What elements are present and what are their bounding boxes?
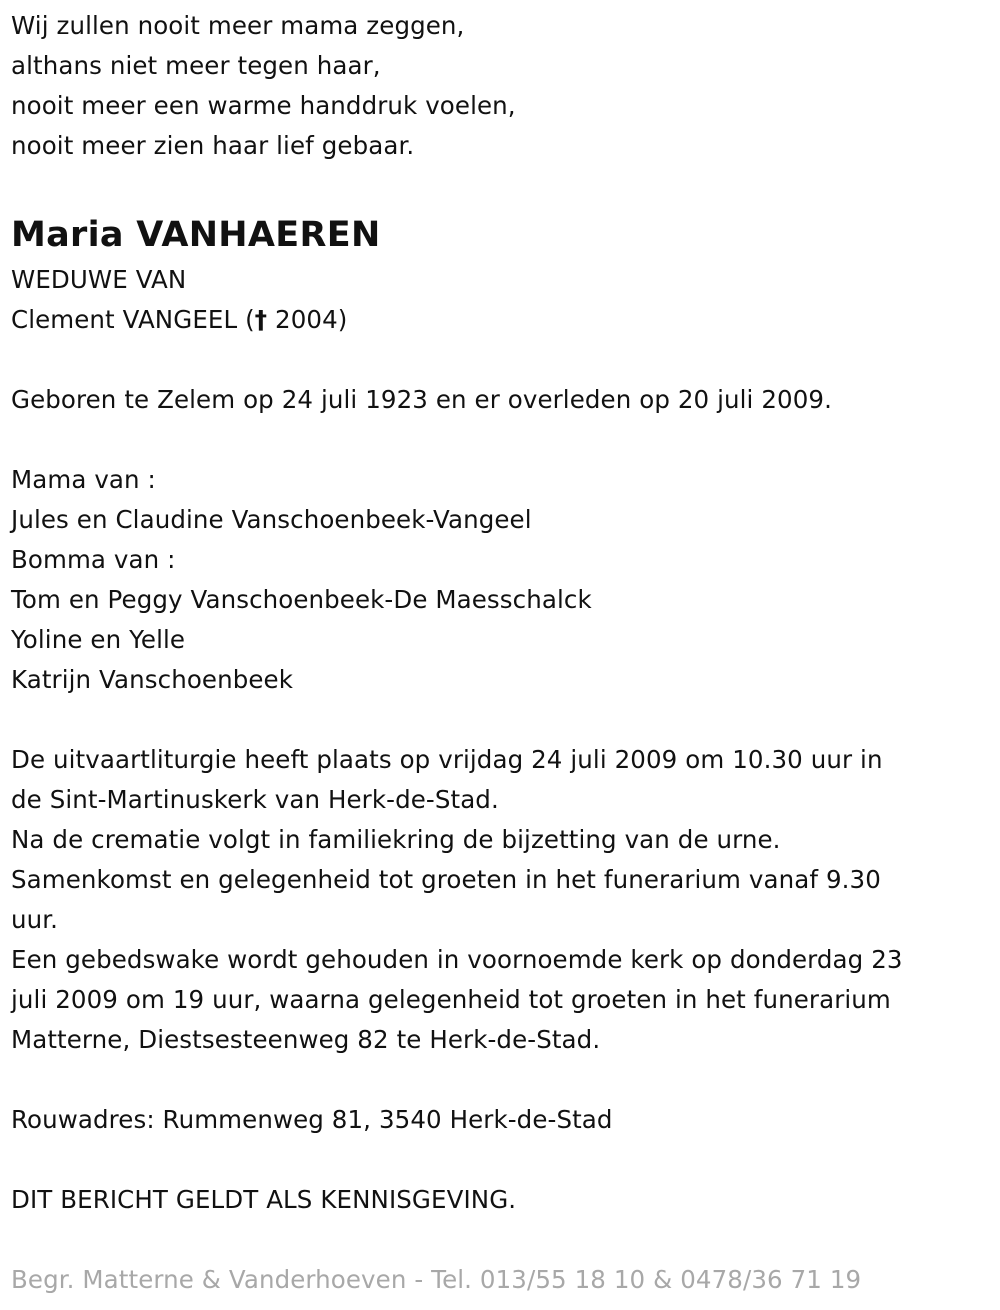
- spacer: [11, 1060, 986, 1100]
- grandchild-entry: Tom en Peggy Vanschoenbeek-De Maesschalck: [11, 585, 592, 614]
- spacer: [11, 1140, 986, 1180]
- ceremony-line: juli 2009 om 19 uur, waarna gelegenheid tot groeten in het funerarium: [11, 985, 891, 1014]
- spouse-death-year: 2004): [267, 305, 348, 334]
- poem: [11, 6, 986, 166]
- birth-death-line: Geboren te Zelem op 24 juli 1923 en er overleden op 20 juli 2009.: [11, 385, 832, 414]
- poem-line: nooit meer zien haar lief gebaar.: [11, 131, 415, 160]
- funeral-home-footer: Begr. Matterne & Vanderhoeven - Tel. 013/55 18 10 & 0478/36 71 19: [11, 1265, 862, 1294]
- cross-icon: †: [254, 305, 268, 334]
- poem-line: althans niet meer tegen haar,: [11, 51, 381, 80]
- poem-line: nooit meer een warme handdruk voelen,: [11, 91, 516, 120]
- family-section: [11, 460, 986, 700]
- ceremony-line: Een gebedswake wordt gehouden in voornoemde kerk op donderdag 23: [11, 945, 903, 974]
- spacer: [11, 1220, 986, 1260]
- mourning-address: Rouwadres: Rummenweg 81, 3540 Herk-de-Stad: [11, 1105, 613, 1134]
- ceremony-line: Samenkomst en gelegenheid tot groeten in het funerarium vanaf 9.30: [11, 865, 881, 894]
- mama-label: Mama van :: [11, 465, 156, 494]
- ceremony-section: [11, 740, 986, 1060]
- spacer: [11, 420, 986, 460]
- obituary-notice: [11, 6, 986, 1300]
- widow-label: WEDUWE VAN: [11, 265, 187, 294]
- spouse-name: Clement VANGEEL (: [11, 305, 255, 334]
- grandchild-entry: Katrijn Vanschoenbeek: [11, 665, 293, 694]
- ceremony-line: Na de crematie volgt in familiekring de bijzetting van de urne.: [11, 825, 781, 854]
- ceremony-line: De uitvaartliturgie heeft plaats op vrijdag 24 juli 2009 om 10.30 uur in: [11, 745, 883, 774]
- ceremony-line: uur.: [11, 905, 59, 934]
- ceremony-line: Matterne, Diestsesteenweg 82 te Herk-de-Stad.: [11, 1025, 601, 1054]
- poem-line: Wij zullen nooit meer mama zeggen,: [11, 11, 465, 40]
- deceased-name: Maria VANHAEREN: [11, 215, 381, 255]
- spacer: [11, 700, 986, 740]
- bomma-label: Bomma van :: [11, 545, 176, 574]
- notice-statement: DIT BERICHT GELDT ALS KENNISGEVING.: [11, 1185, 517, 1214]
- spouse-line: [11, 300, 986, 340]
- spacer: [11, 340, 986, 380]
- ceremony-line: de Sint-Martinuskerk van Herk-de-Stad.: [11, 785, 499, 814]
- spacer: [11, 166, 986, 206]
- grandchild-entry: Yoline en Yelle: [11, 625, 186, 654]
- child-entry: Jules en Claudine Vanschoenbeek-Vangeel: [11, 505, 532, 534]
